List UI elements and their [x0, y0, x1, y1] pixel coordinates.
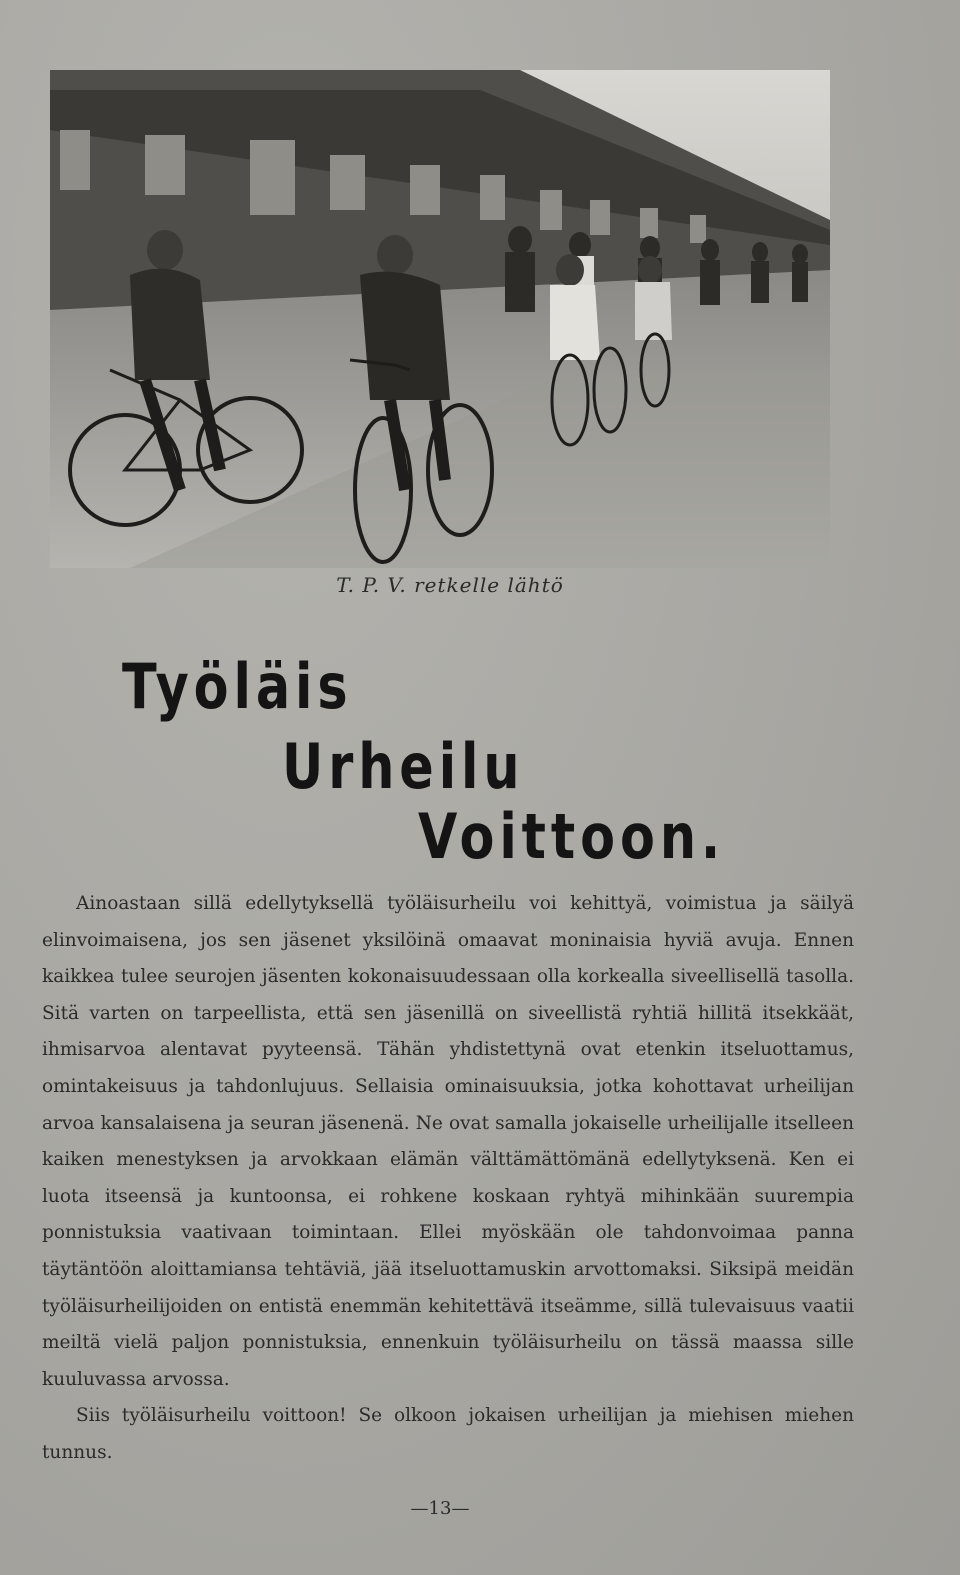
photo-illustration	[50, 70, 830, 568]
paragraph: Siis työläisurheilu voittoon! Se olkoon jokaisen urheilijan ja miehisen miehen tunnus.	[42, 1405, 854, 1463]
page-number: —13—	[410, 1498, 470, 1519]
photo-caption: T. P. V. retkelle lähtö	[336, 573, 564, 597]
article-body	[42, 886, 854, 1472]
paragraph: Ainoastaan sillä edellytyksellä työläisurheilu voi kehittyä, voimistua ja säilyä elinvoimaisena, jos sen jäsenet yksilöinä omaavat moninaisia hyviä avuja. Ennen kaikkea tulee seurojen jäsenten kokonaisuudessaan olla korkealla siveellisellä tasolla. Sitä varten on tarpeellista, että sen jäsenillä on siveellistä ryhtiä hillitä itsekkäät, ihmisarvoa alentavat pyyteensä. Tähän yhdistettynä ovat etenkin itseluottamus, omintakeisuus ja tahdonlujuus. Sellaisia ominaisuuksia, jotka kohottavat urheilijan arvoa kansalaisena ja seuran jäsenenä. Ne ovat samalla jokaiselle urheilijalle itselleen kaiken menestyksen ja arvokkaan elämän välttämättömänä edellytyksenä. Ken ei luota itseensä ja kuntoonsa, ei rohkene koskaan ryhtyä mihinkään suurempia ponnistuksia vaativaan toimintaan. Ellei myöskään ole tahdonvoimaa panna täytäntöön aloittamiansa tehtäviä, jää itseluottamuskin arvottomaksi. Siksipä meidän työläisurheilijoiden on entistä enemmän kehitettävä itseämme, sillä tulevaisuus vaatii meiltä vielä paljon ponnistuksia, ennenkuin työläisurheilu on tässä maassa sille kuuluvassa arvossa.	[42, 893, 854, 1390]
photo-cyclists	[50, 70, 830, 568]
headline-line-2: Urheilu	[282, 730, 525, 803]
headline-line-3: Voittoon.	[418, 800, 726, 873]
headline-line-1: Työläis	[122, 650, 353, 723]
